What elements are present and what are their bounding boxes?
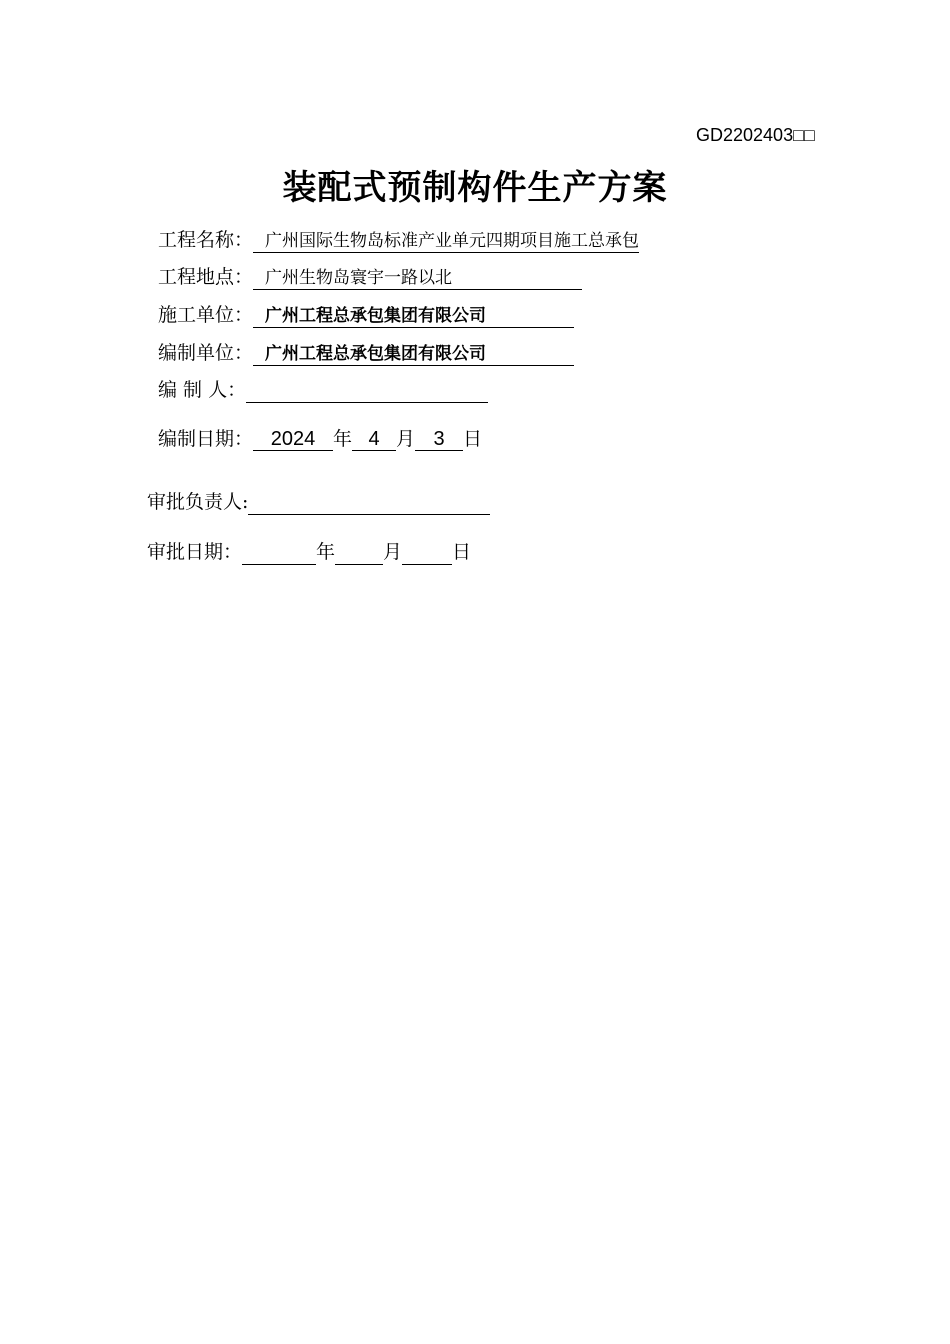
document-title: 装配式预制构件生产方案	[282, 168, 668, 208]
approve-date-row	[147, 539, 471, 565]
compiling-unit-value: 广州工程总承包集团有限公司	[253, 343, 574, 366]
month-char: 月	[396, 428, 416, 450]
day-char: 日	[463, 428, 483, 450]
compiler-row	[158, 377, 488, 403]
compile-month-value: 4	[352, 428, 396, 451]
approve-year-blank	[242, 544, 316, 565]
compiler-blank-line	[246, 382, 488, 403]
approve-month-char: 月	[383, 541, 403, 563]
approver-row	[147, 489, 490, 515]
compile-year-value: 2024	[253, 428, 333, 451]
approve-day-char: 日	[452, 541, 472, 563]
approve-date-label: 审批日期：	[147, 541, 243, 563]
approver-label: 审批负责人:	[147, 491, 249, 513]
construction-unit-label: 施工单位：	[158, 304, 254, 326]
project-location-label: 工程地点：	[158, 266, 254, 288]
construction-unit-row	[158, 302, 574, 328]
compile-date-row	[158, 426, 482, 452]
document-code: GD2202403□□	[696, 125, 815, 145]
year-char: 年	[333, 428, 353, 450]
compiling-unit-label: 编制单位：	[158, 342, 254, 364]
compiler-label: 编 制 人：	[158, 379, 247, 401]
construction-unit-value: 广州工程总承包集团有限公司	[253, 305, 574, 328]
compiling-unit-row	[158, 340, 574, 366]
project-name-value: 广州国际生物岛标准产业单元四期项目施工总承包	[253, 230, 639, 253]
project-name-row	[158, 227, 639, 253]
approver-blank-line	[248, 494, 490, 515]
project-location-row	[158, 264, 582, 290]
compile-day-value: 3	[415, 428, 463, 451]
project-location-value: 广州生物岛寰宇一路以北	[253, 267, 582, 290]
compile-date-label: 编制日期：	[158, 428, 254, 450]
approve-day-blank	[402, 544, 452, 565]
approve-year-char: 年	[316, 541, 336, 563]
approve-month-blank	[335, 544, 383, 565]
project-name-label: 工程名称：	[158, 229, 254, 251]
